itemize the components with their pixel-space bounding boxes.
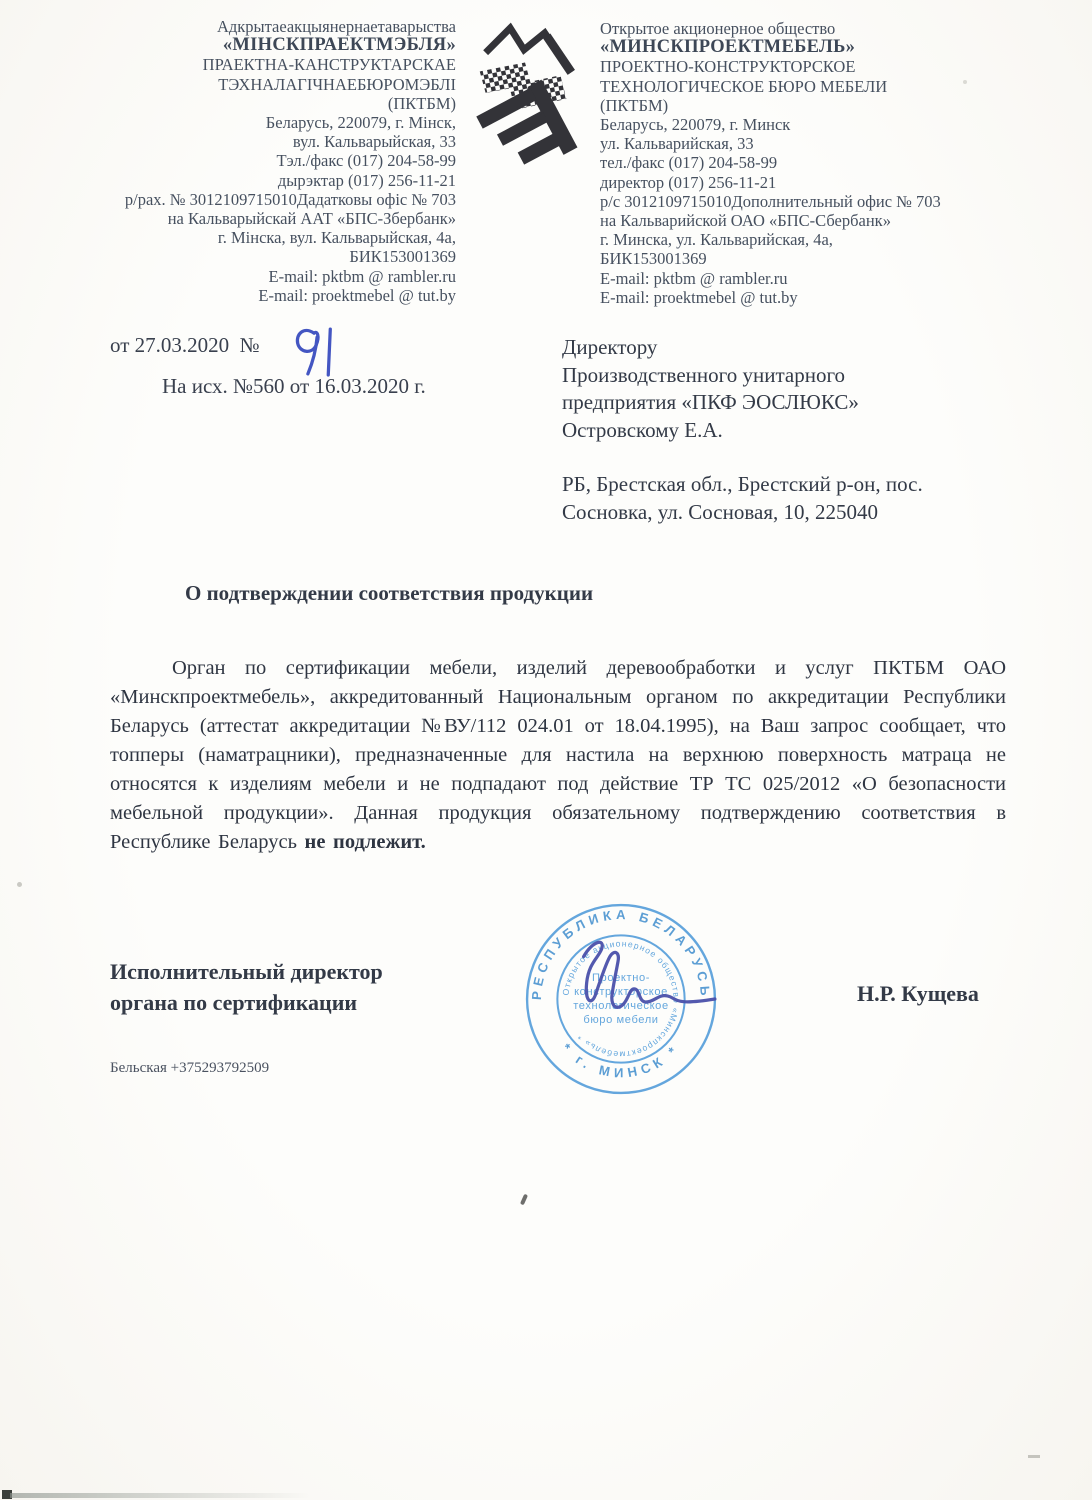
letterhead-russian-column (600, 19, 1030, 307)
executor-contact: Бельская +375293792509 (110, 1060, 270, 1076)
stamp-inner-ring-text: Открытое акционерное общество «Минскпроектмебель» * (560, 938, 682, 1060)
letterhead-line: Тэл./факс (017) 204-58-99 (276, 151, 456, 171)
letterhead-line: на Кальварийской ОАО «БПС-Сбербанк» (600, 211, 891, 231)
addressee-line: предприятия «ПКФ ЭОСЛЮКС» (562, 390, 859, 414)
stamp-outer-top-text: РЕСПУБЛИКА БЕЛАРУСЬ (528, 907, 714, 1001)
letterhead-line: Адкрытаеакцыянернаетаварыства (216, 17, 456, 36)
addressee-address-line: РБ, Брестская обл., Брестский р-он, пос. (562, 472, 923, 496)
letterhead-belarusian-column (100, 17, 456, 305)
letterhead-line: (ПКТБМ) (600, 95, 669, 115)
stamp-center-line: технологическое (573, 1000, 669, 1013)
letter-body (110, 654, 1006, 857)
stamp-center-line: Проектно- (591, 971, 651, 984)
letterhead-line: р/рах. № 3012109715010Дадатковы офіс № 703 (124, 189, 456, 209)
letterhead-line: (ПКТБМ) (387, 93, 456, 113)
company-name-ru: «МИНСКПРОЕКТМЕБЕЛЬ» (600, 37, 856, 58)
stamp-center-line: бюро мебели (583, 1014, 659, 1027)
stamp-outer-bottom-text: * г. МИНСК * (558, 1040, 684, 1081)
handwritten-number (288, 322, 340, 378)
letterhead-line: тел./факс (017) 204-58-99 (600, 153, 778, 173)
signer-title (110, 956, 383, 1018)
spacer (562, 444, 1022, 471)
letterhead-line: ТЭХНАЛАГІЧНАЕБЮРОМЭБЛІ (218, 74, 456, 94)
letterhead-line: БИК153001369 (349, 247, 456, 267)
letterhead-line: на Кальварыйскай ААТ «БПС-Збербанк» (167, 209, 456, 229)
reply-to-line: На исх. №560 от 16.03.2020 г. (162, 374, 426, 398)
letterhead-line: г. Мінска, вул. Кальварыйская, 4а, (217, 228, 456, 248)
addressee-block (562, 334, 1022, 526)
stamp-center-line: конструкторское (574, 985, 668, 998)
letterhead-email: E-mail: proektmebel @ tut.by (600, 287, 798, 307)
addressee-address-line: Сосновка, ул. Сосновая, 10, 225040 (562, 499, 878, 524)
signer-name: Н.Р. Кущева (857, 981, 979, 1006)
scan-speck (17, 882, 22, 887)
addressee-line: Директору (562, 335, 658, 359)
letterhead-line: ТЕХНОЛОГИЧЕСКОЕ БЮРО МЕБЕЛИ (600, 76, 888, 96)
scan-mark (520, 1194, 528, 1206)
letterhead-line: Беларусь, 220079, г. Минск (600, 115, 791, 135)
letterhead-line: г. Минска, ул. Кальварийская, 4а, (600, 230, 833, 250)
addressee-line: Островскому Е.А. (562, 417, 723, 442)
subject-line: О подтверждении соответствия продукции (185, 581, 594, 605)
letterhead-line: ул. Кальварийская, 33 (600, 134, 754, 154)
company-name-by: «МІНСКПРАЕКТМЭБЛЯ» (222, 35, 456, 56)
outgoing-number-line: от 27.03.2020 № (110, 333, 260, 357)
signer-title-line: органа по сертификации (110, 990, 358, 1015)
body-bold-text: не подлежит. (304, 830, 426, 853)
letterhead-email: E-mail: proektmebel @ tut.by (258, 285, 456, 305)
letterhead-email: E-mail: pktbm @ rambler.ru (600, 268, 788, 288)
round-stamp (520, 898, 722, 1100)
minskproektmebel-logo-icon (462, 16, 590, 174)
letterhead-line: вул. Кальварыйская, 33 (292, 132, 456, 152)
letterhead-email: E-mail: pktbm @ rambler.ru (268, 266, 456, 286)
addressee-line: Производственного унитарного (562, 362, 846, 387)
letterhead-line: р/с 3012109715010Дополнительный офис № 703 (600, 191, 941, 211)
body-text: Орган по сертификации мебели, изделий деревообработки и услуг ПКТБМ ОАО «Минскпроектмебель», аккредитованный Национальным органом по аккредитации Республики Беларусь (аттестат аккредитации №ВУ/112 024.01 от 18.04.1995), на Ваш запрос сообщает, что топперы (наматрацники), предназначенные для настила на верхнюю поверхность матраца не относятся к изделиям мебели и не подпадают под действие ТР ТС 025/2012 «О безопасности мебельной продукции». Данная продукция обязательному подтверждению соответствия в Республике Беларусь (110, 656, 1006, 853)
svg-text:Открытое акционерное общество (561, 938, 682, 1059)
scan-mark (1028, 1455, 1040, 1458)
letterhead-line: ПРОЕКТНО-КОНСТРУКТОРСКОЕ (600, 57, 856, 77)
signer-title-line: Исполнительный директор (110, 959, 383, 984)
letterhead-line: дырэктар (017) 256-11-21 (277, 170, 456, 190)
letterhead-line: директор (017) 256-11-21 (600, 172, 777, 192)
letterhead-line: Беларусь, 220079, г. Мінск, (265, 113, 456, 133)
scan-edge-smear (10, 1493, 310, 1498)
letterhead-line: БИК153001369 (600, 249, 707, 269)
letterhead-line: ПРАЕКТНА-КАНСТРУКТАРСКАЕ (202, 55, 456, 75)
scan-speck (963, 80, 967, 84)
letterhead-line: Открытое акционерное общество (600, 19, 836, 38)
